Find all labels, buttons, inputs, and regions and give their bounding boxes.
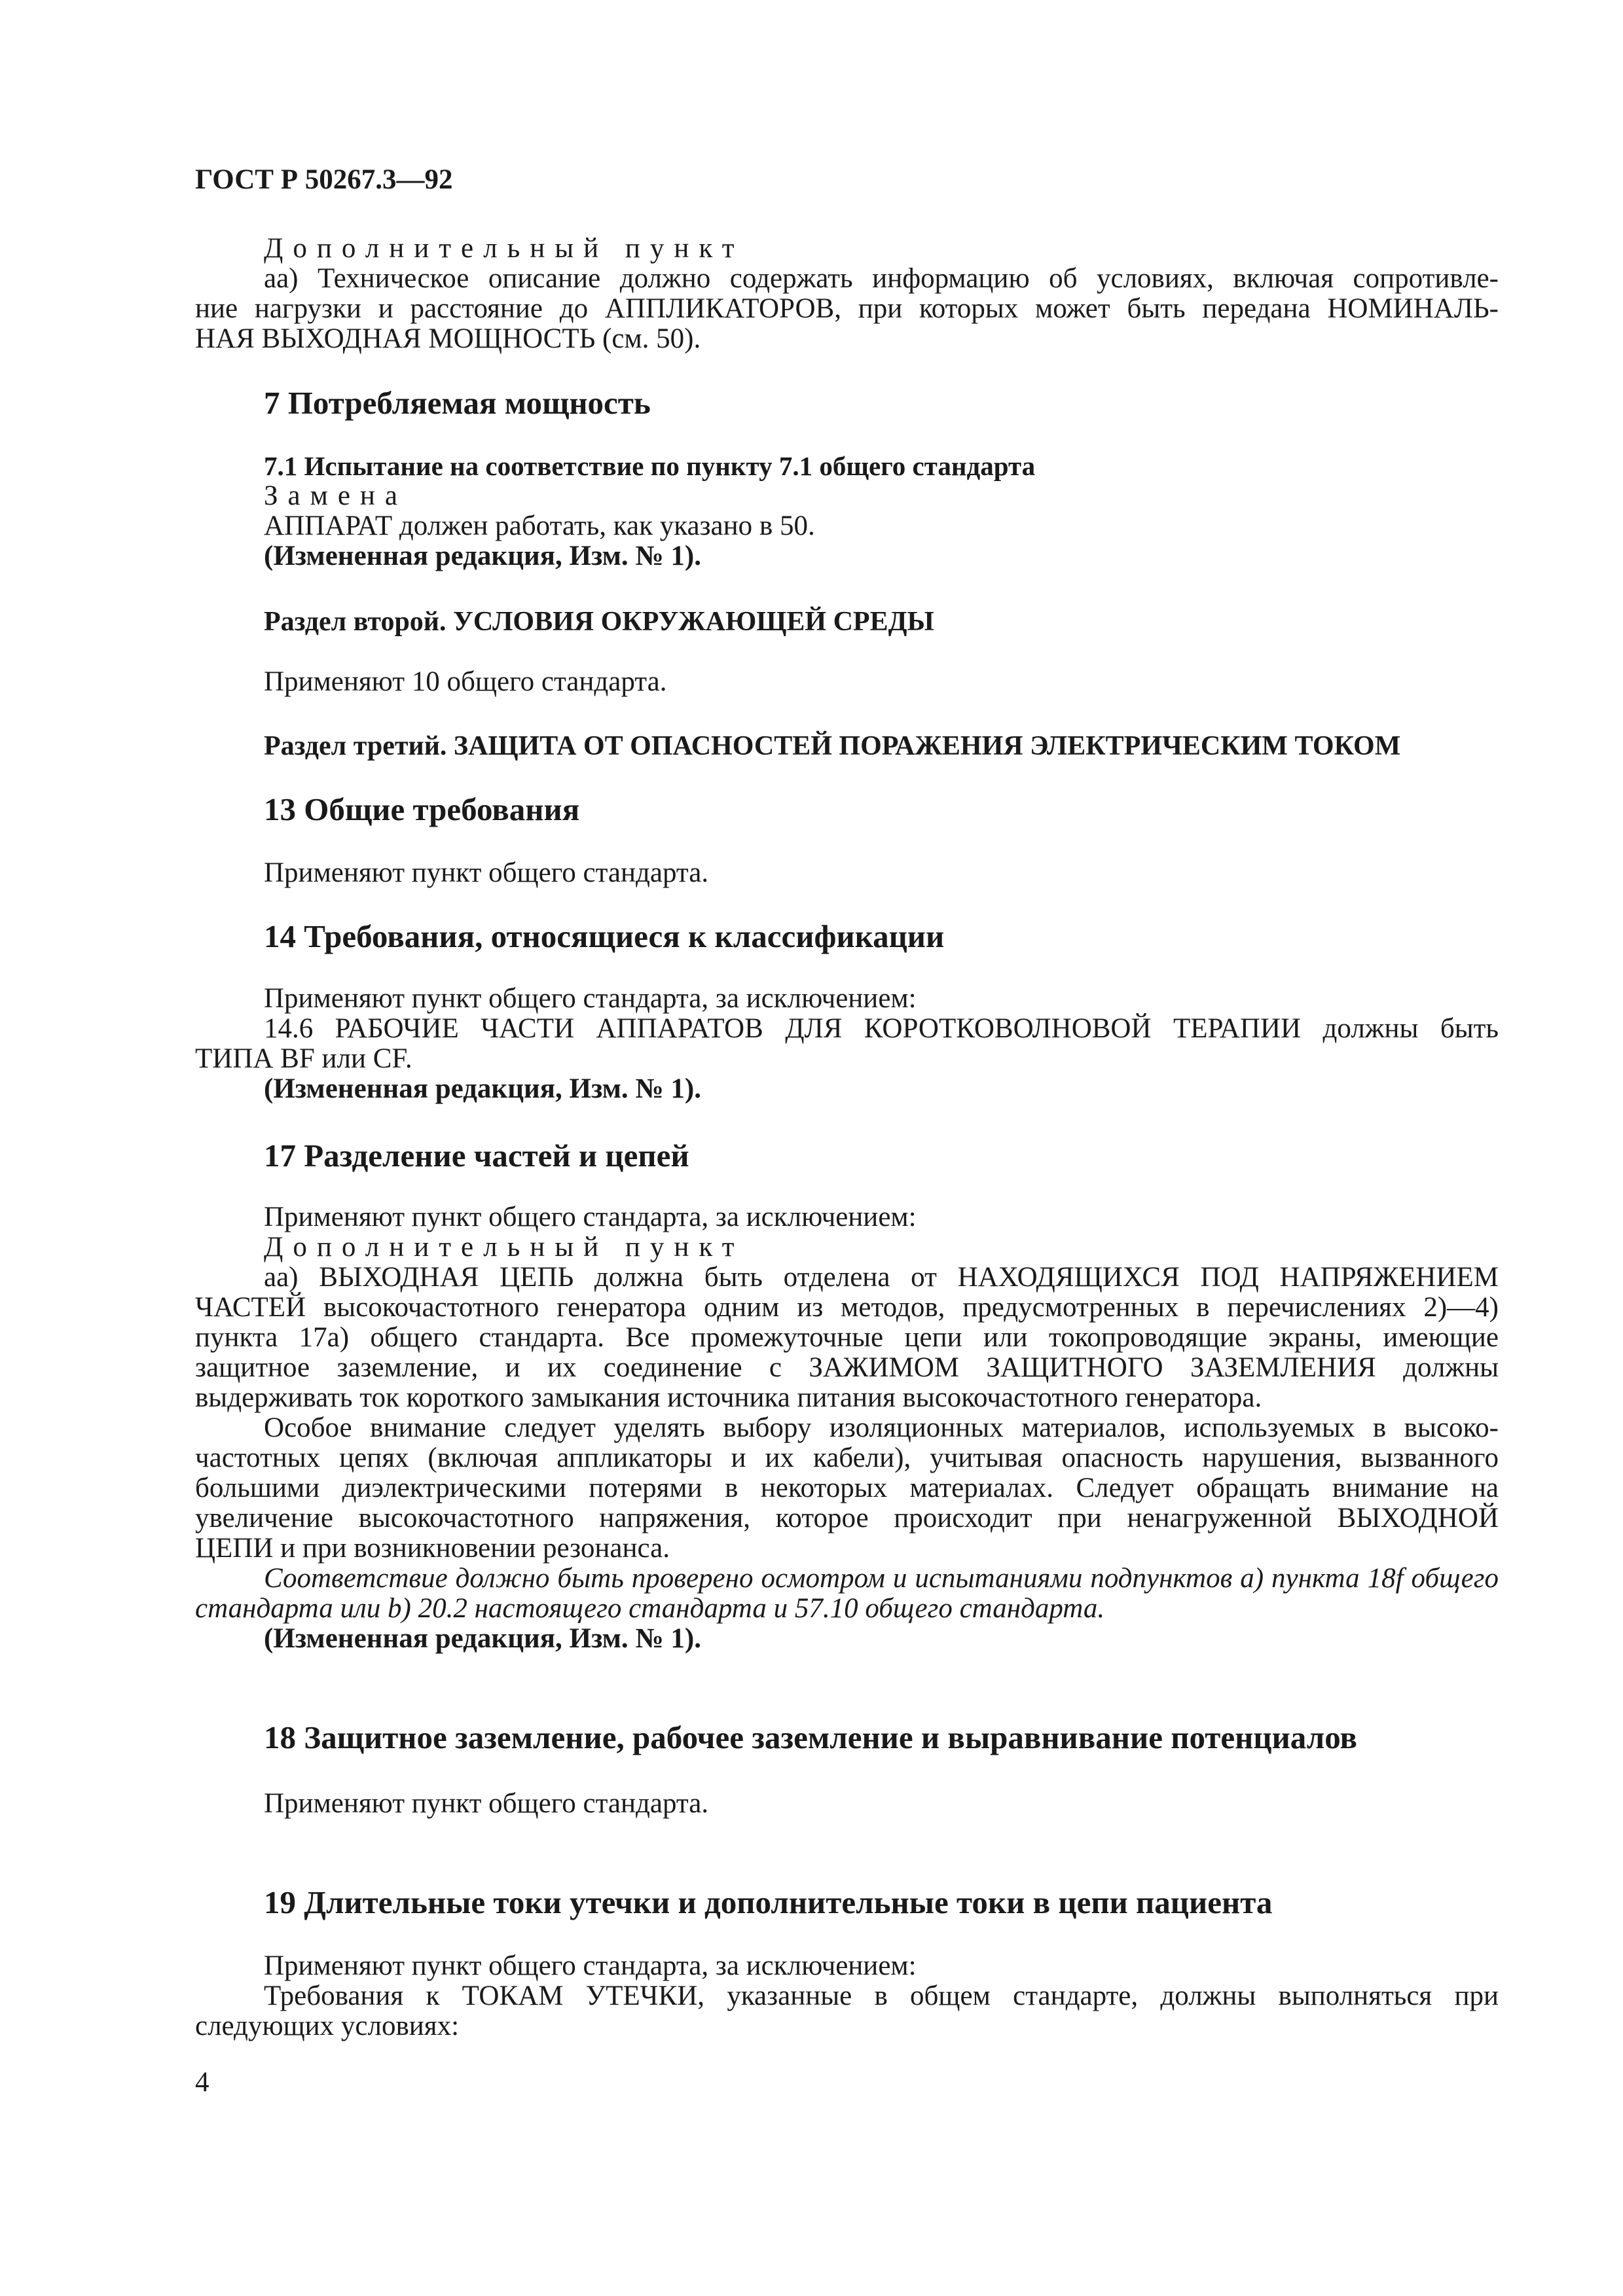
section-17-heading: 17 Разделение частей и цепей	[264, 1138, 689, 1174]
section-13-heading: 13 Общие требования	[264, 791, 580, 827]
additional-point-label: Дополнительный пункт	[264, 233, 744, 264]
page-number: 4	[195, 2067, 210, 2098]
part-two-heading: Раздел второй. УСЛОВИЯ ОКРУЖАЮЩЕЙ СРЕДЫ	[264, 607, 934, 637]
section-14-text: Применяют пункт общего стандарта, за исключением:	[264, 983, 917, 1014]
replacement-label: Замена	[264, 480, 408, 511]
section-18-text: Применяют пункт общего стандарта.	[264, 1788, 709, 1819]
section-7-text: АППАРАТ должен работать, как указано в 50.	[264, 511, 815, 541]
section-17-aa-line: ЧАСТЕЙ высокочастотного генератора одним из методов, предусмотренных в перечислениях 2)—4)	[195, 1292, 1499, 1323]
section-14-6-line: 14.6 РАБОЧИЕ ЧАСТИ АППАРАТОВ ДЛЯ КОРОТКОВОЛНОВОЙ ТЕРАПИИ должны быть	[264, 1013, 1499, 1044]
compliance-note-line: Соответствие должно быть проверено осмотром и испытаниями подпунктов а) пункта 18f общего	[264, 1563, 1499, 1594]
section-14-6-line: ТИПА BF или CF.	[195, 1043, 412, 1074]
section-17-note-line: частотных цепях (включая аппликаторы и их кабели), учитывая опасность нарушения, вызванного	[195, 1443, 1499, 1473]
intro-aa-line: аа) Техническое описание должно содержать информацию об условиях, включая сопротивле-	[264, 263, 1499, 294]
amendment-note: (Измененная редакция, Изм. № 1).	[264, 1623, 701, 1654]
section-19-heading: 19 Длительные токи утечки и дополнительные токи в цепи пациента	[264, 1884, 1273, 1920]
part-two-text: Применяют 10 общего стандарта.	[264, 666, 667, 697]
section-18-heading: 18 Защитное заземление, рабочее заземление и выравнивание потенциалов	[264, 1719, 1357, 1755]
section-19-text: Применяют пункт общего стандарта, за исключением:	[264, 1950, 917, 1981]
intro-aa-line: НАЯ ВЫХОДНАЯ МОЩНОСТЬ (см. 50).	[195, 323, 701, 354]
section-17-aa-line: пункта 17а) общего стандарта. Все промежуточные цепи или токопроводящие экраны, имеющие	[195, 1322, 1499, 1353]
additional-point-label: Дополнительный пункт	[264, 1232, 744, 1263]
section-13-text: Применяют пункт общего стандарта.	[264, 857, 709, 888]
part-three-heading: Раздел третий. ЗАЩИТА ОТ ОПАСНОСТЕЙ ПОРАЖЕНИЯ ЭЛЕКТРИЧЕСКИМ ТОКОМ	[264, 731, 1401, 761]
document-id-header: ГОСТ Р 50267.3—92	[195, 164, 453, 195]
section-17-aa-line: аа) ВЫХОДНАЯ ЦЕПЬ должна быть отделена от НАХОДЯЩИХСЯ ПОД НАПРЯЖЕНИЕМ	[264, 1262, 1499, 1293]
section-17-text: Применяют пункт общего стандарта, за исключением:	[264, 1202, 917, 1232]
section-17-note-line: ЦЕПИ и при возникновении резонанса.	[195, 1533, 670, 1564]
section-14-heading: 14 Требования, относящиеся к классификации	[264, 918, 945, 954]
amendment-note: (Измененная редакция, Изм. № 1).	[264, 541, 701, 571]
section-19-requirement-line: следующих условиях:	[195, 2011, 460, 2041]
compliance-note-line: стандарта или b) 20.2 настоящего стандарта и 57.10 общего стандарта.	[195, 1593, 1105, 1624]
subsection-7-1-heading: 7.1 Испытание на соответствие по пункту 7.1 общего стандарта	[264, 451, 1036, 481]
section-19-requirement-line: Требования к ТОКАМ УТЕЧКИ, указанные в общем стандарте, должны выполняться при	[264, 1981, 1499, 2011]
section-17-note-line: большими диэлектрическими потерями в некоторых материалах. Следует обращать внимание на	[195, 1473, 1499, 1503]
amendment-note: (Измененная редакция, Изм. № 1).	[264, 1073, 701, 1104]
section-17-note-line: Особое внимание следует уделять выбору изоляционных материалов, используемых в высоко-	[264, 1412, 1499, 1443]
intro-aa-line: ние нагрузки и расстояние до АППЛИКАТОРОВ, при которых может быть передана НОМИНАЛЬ-	[195, 293, 1499, 324]
section-17-note-line: увеличение высокочастотного напряжения, которое происходит при ненагруженной ВЫХОДНОЙ	[195, 1503, 1499, 1534]
section-17-aa-line: защитное заземление, и их соединение с ЗАЖИМОМ ЗАЩИТНОГО ЗАЗЕМЛЕНИЯ должны	[195, 1352, 1499, 1383]
section-7-heading: 7 Потребляемая мощность	[264, 385, 651, 421]
section-17-aa-line: выдерживать ток короткого замыкания источника питания высокочастотного генератора.	[195, 1382, 1262, 1413]
